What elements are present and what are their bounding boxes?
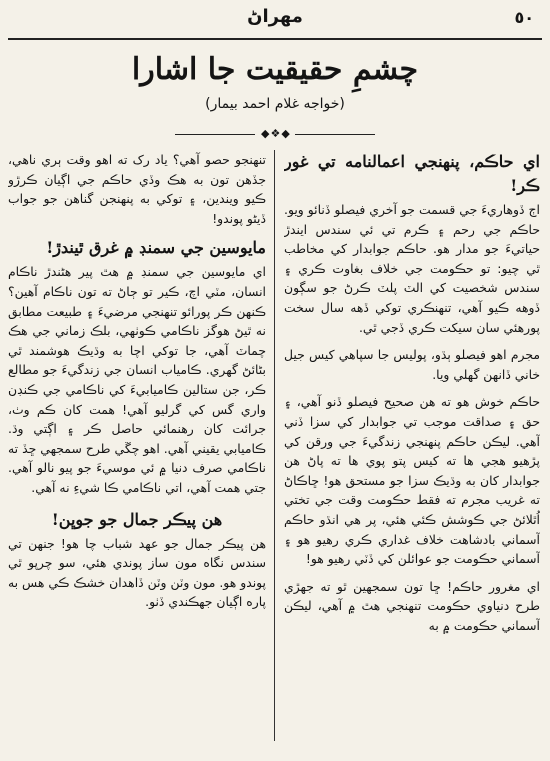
left-column (8, 150, 266, 751)
paragraph: اي مغرور حاڪم! ڇا تون سمجهين ٿو ته جهڙي طرح دنياوي حڪومت تنهنجي هٿ ۾ آهي، ليڪن آسماني حڪومت ۾ به (284, 578, 540, 633)
section-heading: هن پيڪر جمال جو جوڀن! (51, 509, 223, 529)
header-rule (8, 38, 542, 40)
paragraph: اي مايوسين جي سمنڊ ۾ هٿ پير هڻندڙ ناڪام انسان، مٽي اچ، ڪير تو ڄاڻ ته تون ناڪام آهين؟ ڪنهن ڪر پورائو تنهنجي مرضيءَ ۽ طبيعت مطابق نه ٿيڻ هوگز ناڪامي ڪوٺهي، بلڪ زماني جي هڪ چماٽ آهي، جا توکي اچا به وڌيڪ هوشمند ٿي بڻائڻ گهري. ڪامياب انسان جي زندگيءَ جو مطالع ڪر، جن ستالين ڪاميابيءَ کي ناڪامي جي ڪنڊن واري گس کي گرليو آهي! همت کان ڪم وٺ، جرائت کان رهنمائي حاصل ڪر ۽ اڳتي وڌ. ڪاميابي يقيني آهي. اهو چڱي طرح سمجهي ڇڏ ته ناڪامي صرف دنيا ۾ ئي موسيءَ جو پيو نالو آهي. جتي همت آهي، اتي ناڪامي ڪا شيءِ نه آهي. (8, 264, 266, 495)
ornament-diamonds-icon: ◆❖◆ (261, 127, 291, 140)
section-heading: اي حاڪم، پنهنجي اعمالنامه تي غور ڪر! (284, 152, 540, 195)
title-ornament (175, 127, 375, 140)
article-title: چشمِ حقيقيت جا اشارا (131, 52, 419, 87)
paragraph: حاڪم خوش هو ته هن صحيح فيصلو ڏنو آهي، ۽ حق ۽ صداقت موجب تي جوابدار کي سزا ڏني آهي. ليڪن حاڪم پنهنجي زندگيءَ جي ورقن کي پڙهيو هجي ها ته کيس پتو پوي ها ته پاڻ هن جوابدار کان به وڌيڪ سزا جو مستحق هو! ڇاڪاڻ ته غريب مجرم ته فقط حڪومت وقت جي تختي اُٿلائڻ جي ڪوشش ڪئي هئي، پر هي انڌو حاڪم آسماني بادشاهت خلاف غداري ڪري رهيو هو ۽ آسماني حڪومت جو عوائلن کي ڏٽي رهيو هو! (284, 394, 540, 567)
ornament-line-right (295, 134, 375, 135)
paragraph: تنهنجو حصو آهي؟ ياد رک ته اهو وقت ٻري ناهي، جڏهن تون به هڪ وڏي حاڪم جي اڳيان ڪرڙو ڪيو ويندين، ۽ توکي به پنهنجن گناهن جو جواب ڏيڻو پوندو! (8, 152, 266, 226)
page-header (10, 6, 540, 32)
section-heading: مايوسين جي سمنڊ ۾ غرق ٿيندڙ! (46, 238, 266, 258)
right-column (284, 150, 540, 751)
column-divider (274, 150, 275, 741)
article-author: (خواجه غلام احمد بيمار) (205, 96, 345, 112)
running-head: مهراڻ (247, 6, 303, 27)
paragraph: هن پيڪر جمال جو عهد شباب چا هو! جنهن تي سندس نگاه مون ساز پوندي هئي، سو چرپو ٿي پوندو هو. مون وٽن وٽن ڏاهدان خشڪ ڪي هس به پاره اڳيان جهڪندي ڏٺو. (8, 535, 266, 610)
paragraph: مجرم اهو فيصلو ٻڌو، پوليس جا سپاهي کيس جيل خاني ڏانهن گهلي ويا. (284, 347, 540, 382)
page-number: ٥٠ (514, 8, 534, 27)
ornament-line-left (175, 134, 255, 135)
paragraph: اڄ ڏوهاريءَ جي قسمت جو آخري فيصلو ڏنائو ويو. حاڪم جي رحم ۽ ڪرم تي ئي سندس ايندڙ حياتيءَ جو مدار هو. حاڪم جوابدار کي مخاطب ٿي چيو: تو حڪومت جي خلاف بغاوت ڪري ۽ سندس شخصيت کي الٽ پلٽ ڪرڻ جو سڳون ڏوهه ڪيو آهي، تنهنڪري توکي ڏهه سال سخت پورهئي سان سيکت ڪري ڏجي ٿي. (284, 202, 540, 335)
